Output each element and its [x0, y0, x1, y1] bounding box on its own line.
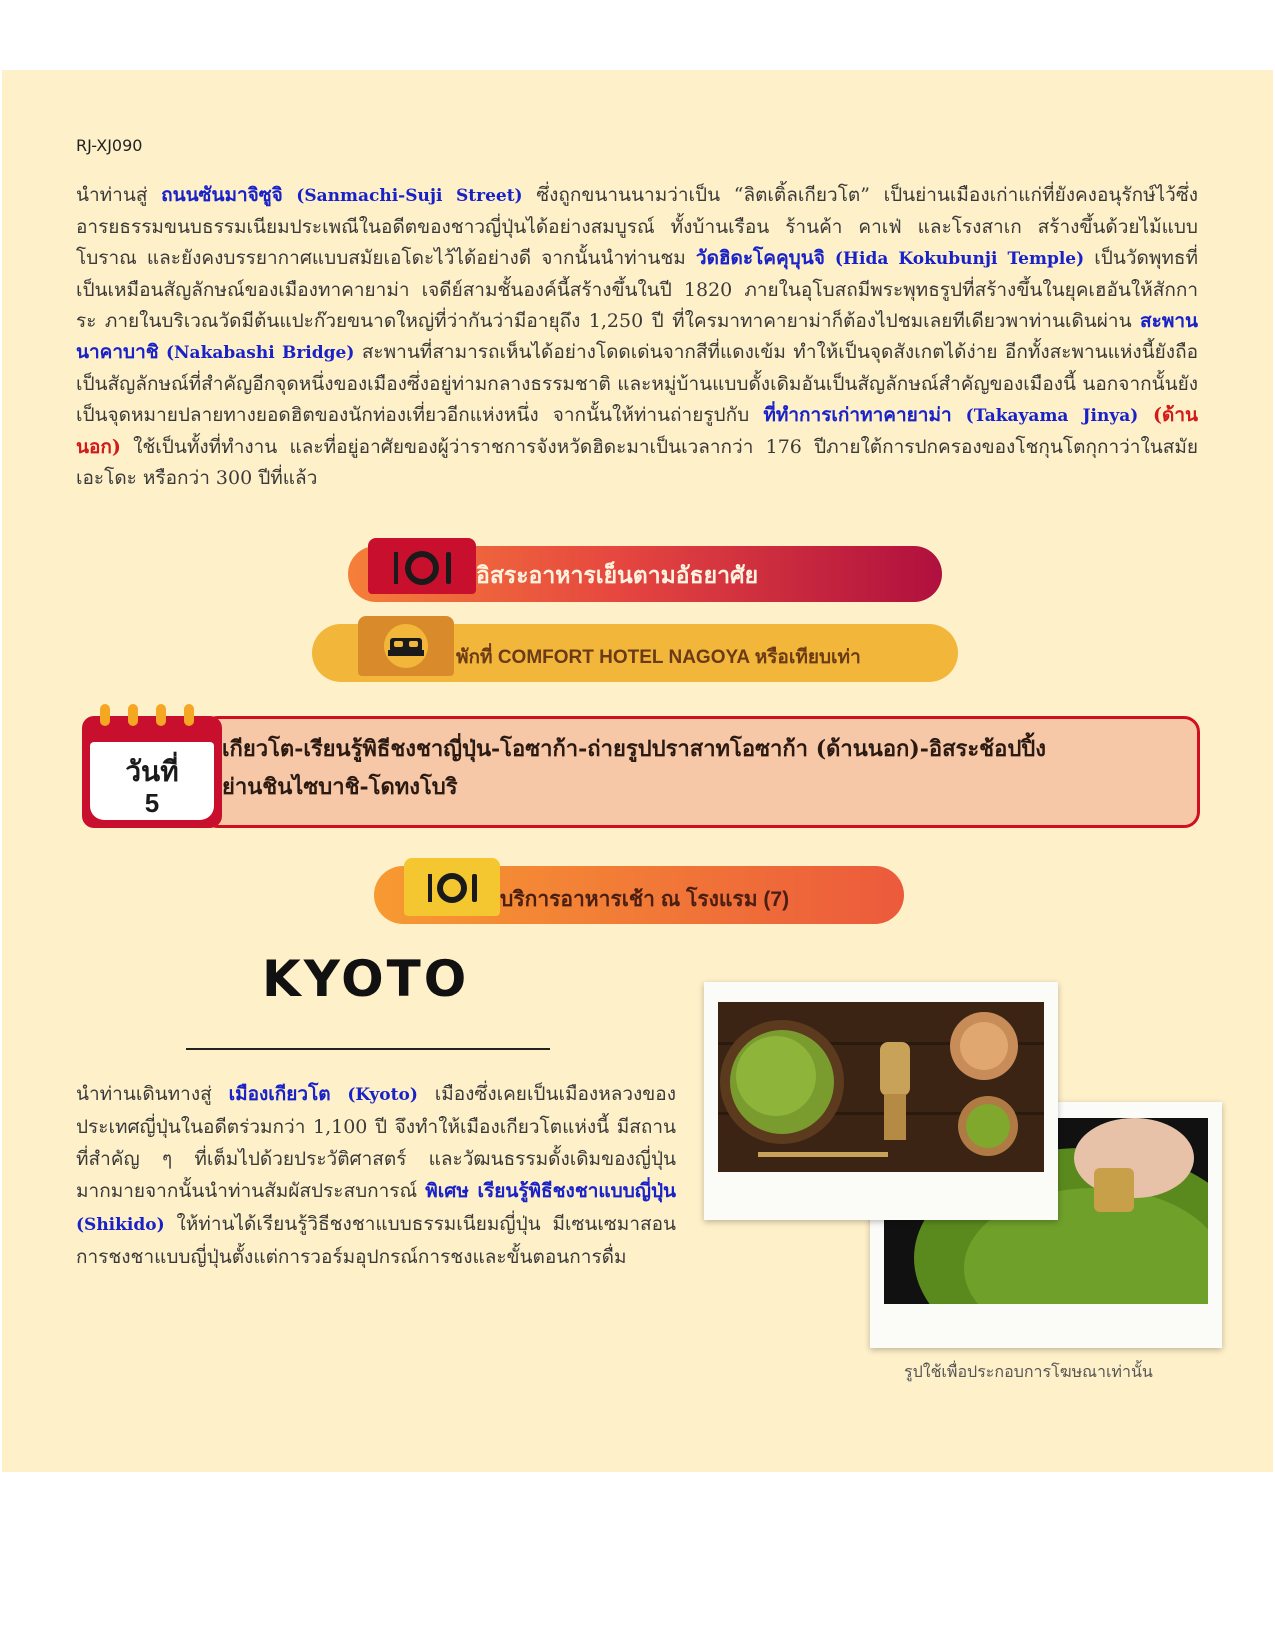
day-title: เกียวโต-เรียนรู้พิธีชงชาญี่ปุ่น-โอซาก้า-ถ่ายรูปปราสาทโอซาก้า (ด้านนอก)-อิสระช้อปปิ้งย่านชินไซบาชิ-โดทงโบริ — [222, 736, 1046, 800]
matcha-set-photo — [704, 982, 1058, 1220]
tea-ceremony-highlight: พิเศษ เรียนรู้พิธีชงชาแบบญี่ปุ่น — [425, 1180, 676, 1202]
plate-fork-knife-icon — [368, 538, 476, 594]
doc-code: RJ-XJ090 — [76, 136, 143, 155]
breakfast-label: บริการอาหารเช้า ณ โรงแรม (7) — [500, 888, 790, 911]
place-nakabashi: สะพานนาคาบาชิ — [76, 310, 1198, 363]
kyoto-paragraph: นำท่านเดินทางสู่ เมืองเกียวโต (Kyoto) เมืองซึ่งเคยเป็นเมืองหลวงของประเทศญี่ปุ่นในอดีตร่วมกว่า 1,100 ปี จึงทำให้เมืองเกียวโตแห่งนี้ มีสถานที่สำคัญ ๆ ที่เต็มไปด้วยประวัติศาสตร์ และวัฒนธรรมดั้งเดิมของญี่ปุ่นมากมายจากนั้นนำท่านสัมผัสประสบการณ์ พิเศษ เรียนรู้พิธีชงชาแบบญี่ปุ่น (Shikido) ให้ท่านได้เรียนรู้วิธีชงชาแบบธรรมเนียมญี่ปุ่น มีเซนเซมาสอนการชงชาแบบญี่ปุ่นตั้งแต่การวอร์มอุปกรณ์การชงและขั้นตอนการดื่ม — [76, 1083, 676, 1268]
calendar-icon — [82, 716, 222, 828]
day-number: 5 — [144, 788, 160, 818]
day-header — [82, 716, 1198, 824]
dinner-label: อิสระอาหารเย็นตามอัธยาศัย — [476, 562, 759, 588]
place-takayama-jinya: ที่ทำการเก่าทาคายาม่า — [763, 404, 952, 426]
heading-divider — [186, 1048, 550, 1050]
hotel-banner — [312, 624, 958, 682]
day-label: วันที่ — [125, 756, 179, 787]
kyoto-heading: KYOTO — [262, 950, 470, 1008]
outside-note: (ด้านนอก) — [76, 404, 1198, 458]
intro-paragraph: นำท่านสู่ ถนนซันมาจิซูจิ (Sanmachi-Suji Street) ซึ่งถูกขนานนามว่าเป็น “ลิตเติ้ลเกียวโต” เป็นย่านเมืองเก่าแก่ที่ยังคงอนุรักษ์ไว้ซึ่งอารยธรรมขนบธรรมเนียมประเพณีในอดีตของชาวญี่ปุ่นได้อย่างสมบูรณ์ ทั้งบ้านเรือน ร้านค้า คาเฟ่ และโรงสาเก สร้างขึ้นด้วยไม้แบบโบราณ และยังคงบรรยากาศแบบสมัยเอโดะไว้ได้อย่างดี จากนั้นนำท่านชม วัดฮิดะโคคุบุนจิ (Hida Kokubunji Temple) เป็นวัดพุทธที่เป็นเหมือนสัญลักษณ์ของเมืองทาคายาม่า เจดีย์สามชั้นองค์นี้สร้างขึ้นในปี 1820 ภายในอุโบสถมีพระพุทธรูปที่สร้างขึ้นในยุคเฮอันให้สักการะ ภายในบริเวณวัดมีต้นแปะก๊วยขนาดใหญ่ที่ว่ากันว่ามีอายุถึง 1,250 ปี ที่ใครมาทาคายาม่าก็ต้องไปชมเลยทีเดียวพาท่านเดินผ่าน สะพานนาคาบาชิ (Nakabashi Bridge) สะพานที่สามารถเห็นได้อย่างโดดเด่นจากสีที่แดงเข้ม ทำให้เป็นจุดสังเกตได้ง่าย อีกทั้งสะพานแห่งนี้ยังถือเป็นสัญลักษณ์ที่สำคัญอีกจุดหนึ่งของเมืองซึ่งอยู่ท่ามกลางธรรมชาติ และหมู่บ้านแบบดั้งเดิมอันเป็นสัญลักษณ์สำคัญของเมืองนี้ นอกจากนั้นยังเป็นจุดหมายปลายทางยอดฮิตของนักท่องเที่ยวอีกแห่งหนึ่ง จากนั้นให้ท่านถ่ายรูปกับ ที่ทำการเก่าทาคายาม่า (Takayama Jinya) (ด้านนอก) ใช้เป็นทั้งที่ทำงาน และที่อยู่อาศัยของผู้ว่าราชการจังหวัดฮิดะมาเป็นเวลากว่า 176 ปีภายใต้การปกครองของโชกุนโตกุกาว่าในสมัยเอะโดะ หรือกว่า 300 ปีที่แล้ว — [76, 184, 1198, 489]
breakfast-banner — [374, 866, 904, 924]
place-kokubunji: วัดฮิดะโคคุบุนจิ — [695, 247, 825, 269]
plate-fork-knife-icon — [404, 858, 500, 916]
hotel-label: พักที่ COMFORT HOTEL NAGOYA หรือเทียบเท่า — [456, 647, 861, 668]
dinner-banner — [348, 546, 942, 602]
place-sanmachi: ถนนซันมาจิซูจิ — [161, 184, 283, 206]
photo-caption: รูปใช้เพื่อประกอบการโฆษณาเท่านั้น — [904, 1362, 1153, 1381]
bed-icon — [358, 616, 454, 676]
place-kyoto: เมืองเกียวโต — [228, 1083, 331, 1105]
